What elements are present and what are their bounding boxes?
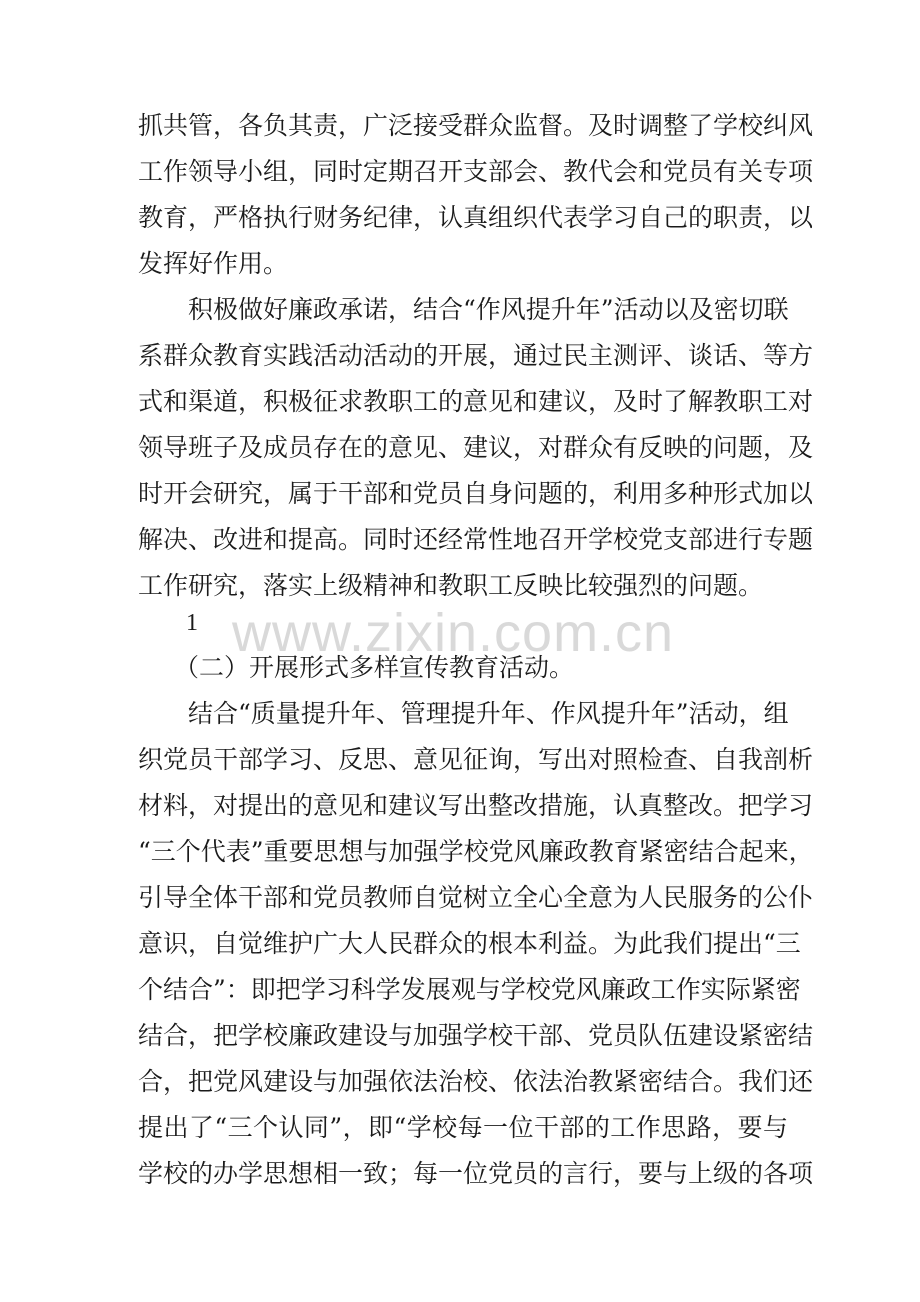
watermark: www.zixin.com.cn xyxy=(232,603,675,663)
page-number: 1 xyxy=(186,610,198,636)
paragraph-2-line: 系群众教育实践活动活动的开展，通过民主测评、谈话、等方 xyxy=(138,341,814,370)
paragraph-2-line: 解决、改进和提高。同时还经常性地召开学校党支部进行专题 xyxy=(138,525,814,554)
paragraph-2-line: 工作研究，落实上级精神和教职工反映比较强烈的问题。 xyxy=(138,571,764,600)
paragraph-1-line: 教育，严格执行财务纪律，认真组织代表学习自己的职责，以 xyxy=(138,203,814,232)
paragraph-1-line: 抓共管，各负其责，广泛接受群众监督。及时调整了学校纠风 xyxy=(138,111,814,140)
paragraph-3-line: “三个代表”重要思想与加强学校党风廉政教育紧密结合起来， xyxy=(138,837,814,866)
paragraph-3-line: 材料，对提出的意见和建议写出整改措施，认真整改。把学习 xyxy=(138,791,814,820)
paragraph-3-line: 提出了“三个认同”，即“学校每一位干部的工作思路，要与 xyxy=(138,1113,788,1142)
paragraph-3-line: 结合，把学校廉政建设与加强学校干部、党员队伍建设紧密结 xyxy=(138,1021,814,1050)
section-heading: （二）开展形式多样宣传教育活动。 xyxy=(174,653,575,682)
paragraph-1-line: 工作领导小组，同时定期召开支部会、教代会和党员有关专项 xyxy=(138,157,814,186)
paragraph-2-line: 式和渠道，积极征求教职工的意见和建议，及时了解教职工对 xyxy=(138,387,814,416)
paragraph-3-line: 学校的办学思想相一致；每一位党员的言行，要与上级的各项 xyxy=(138,1159,814,1188)
paragraph-3-line: 织党员干部学习、反思、意见征询，写出对照检查、自我剖析 xyxy=(138,745,814,774)
paragraph-2-line: 领导班子及成员存在的意见、建议，对群众有反映的问题，及 xyxy=(138,433,814,462)
paragraph-3-line: 合，把党风建设与加强依法治校、依法治教紧密结合。我们还 xyxy=(138,1067,814,1096)
paragraph-3-line: 引导全体干部和党员教师自觉树立全心全意为人民服务的公仆 xyxy=(138,883,814,912)
paragraph-2-line: 积极做好廉政承诺，结合“作风提升年”活动以及密切联 xyxy=(188,295,789,324)
paragraph-2-line: 时开会研究，属于干部和党员自身问题的，利用多种形式加以 xyxy=(138,479,814,508)
paragraph-3-line: 意识，自觉维护广大人民群众的根本利益。为此我们提出“三 xyxy=(138,929,801,958)
paragraph-3-line: 结合“质量提升年、管理提升年、作风提升年”活动，组 xyxy=(188,699,789,728)
paragraph-1-line: 发挥好作用。 xyxy=(138,249,289,278)
paragraph-3-line: 个结合”：即把学习科学发展观与学校党风廉政工作实际紧密 xyxy=(138,975,801,1004)
